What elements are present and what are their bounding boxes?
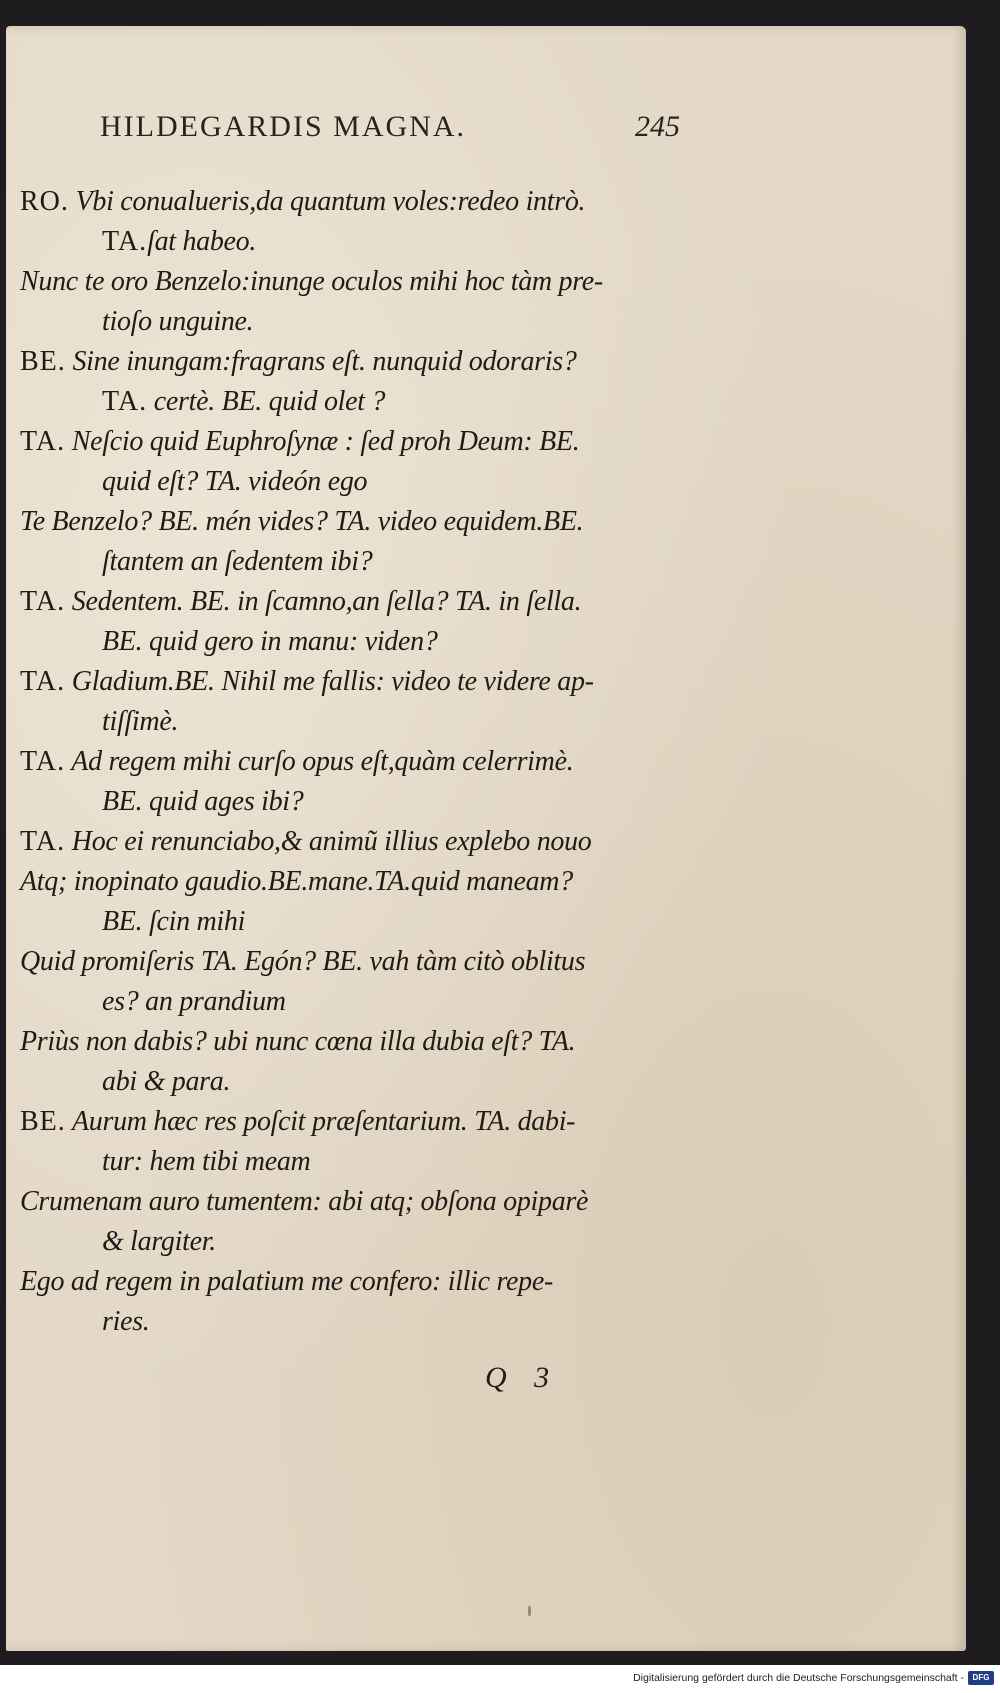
line-text: Ego ad regem in palatium me confero: illic repe- <box>20 1266 554 1297</box>
line-text: ries. <box>102 1306 150 1337</box>
line-text: Vbi conualueris,da quantum voles:redeo intrò. <box>68 186 586 217</box>
text-line <box>20 702 680 742</box>
dfg-logo: DFG <box>968 1671 994 1685</box>
footer-credit: Digitalisierung gefördert durch die Deutsche Forschungsgemeinschaft - <box>633 1672 964 1684</box>
line-text: ſat habeo. <box>147 226 257 257</box>
speaker-label: TA. <box>20 666 66 697</box>
text-line <box>20 822 680 862</box>
text-line <box>20 1062 680 1102</box>
book-page <box>6 26 966 1651</box>
paper-speck <box>528 1606 531 1616</box>
speaker-label: TA. <box>20 586 66 617</box>
speaker-label: TA. <box>20 746 66 777</box>
text-line <box>20 222 680 262</box>
line-text: BE. ſcin mihi <box>102 906 246 937</box>
speaker-label: TA. <box>102 226 148 257</box>
text-line <box>20 462 680 502</box>
line-text: Te Benzelo? BE. mén vides? TA. video equidem.BE. <box>20 506 584 537</box>
running-title: HILDEGARDIS MAGNA. <box>100 110 466 143</box>
page-content <box>20 26 680 1651</box>
text-line <box>20 1022 680 1062</box>
speaker-label: BE. <box>20 346 66 377</box>
page-number: 245 <box>635 110 680 143</box>
line-text: Quid promiſeris TA. Egón? BE. vah tàm citò oblitus <box>20 946 586 977</box>
speaker-label: TA. <box>102 386 148 417</box>
line-text: Ad regem mihi curſo opus eſt,quàm celerrimè. <box>65 746 574 777</box>
text-line <box>20 182 680 222</box>
line-text: Neſcio quid Euphroſynæ : ſed proh Deum: BE. <box>65 426 580 457</box>
running-head <box>100 110 680 160</box>
signature-mark: Q 3 <box>485 1361 560 1394</box>
line-text: tioſo unguine. <box>102 306 254 337</box>
text-line <box>20 1142 680 1182</box>
text-line <box>20 1262 680 1302</box>
text-line <box>20 622 680 662</box>
text-line <box>20 742 680 782</box>
text-line <box>20 942 680 982</box>
text-line <box>20 902 680 942</box>
text-line <box>20 342 680 382</box>
text-line <box>20 662 680 702</box>
line-text: BE. quid ages ibi? <box>102 786 304 817</box>
text-line <box>20 982 680 1022</box>
line-text: Atq; inopinato gaudio.BE.mane.TA.quid maneam? <box>20 866 573 897</box>
line-text: BE. quid gero in manu: viden? <box>102 626 438 657</box>
text-line <box>20 302 680 342</box>
line-text: abi & para. <box>102 1066 231 1097</box>
line-text: Priùs non dabis? ubi nunc cœna illa dubia eſt? TA. <box>20 1026 576 1057</box>
line-text: Crumenam auro tumentem: abi atq; obſona opiparè <box>20 1186 589 1217</box>
text-line <box>20 782 680 822</box>
line-text: Gladium.BE. Nihil me fallis: video te videre ap- <box>65 666 594 697</box>
text-line <box>20 1222 680 1262</box>
line-text: quid eſt? TA. videón ego <box>102 466 368 497</box>
line-text: Sedentem. BE. in ſcamno,an ſella? TA. in ſella. <box>65 586 582 617</box>
text-block <box>20 182 680 1342</box>
footer <box>0 1665 1000 1693</box>
line-text: tiſſimè. <box>102 706 179 737</box>
text-line <box>20 262 680 302</box>
line-text: certè. BE. quid olet ? <box>147 386 386 417</box>
text-line <box>20 1302 680 1342</box>
speaker-label: BE. <box>20 1106 66 1137</box>
line-text: Nunc te oro Benzelo:inunge oculos mihi hoc tàm pre- <box>20 266 603 297</box>
line-text: Aurum hæc res poſcit præſentarium. TA. dabi- <box>65 1106 576 1137</box>
text-line <box>20 542 680 582</box>
text-line <box>20 1102 680 1142</box>
text-line <box>20 422 680 462</box>
speaker-label: TA. <box>20 826 66 857</box>
text-line <box>20 582 680 622</box>
line-text: ſtantem an ſedentem ibi? <box>102 546 373 577</box>
text-line <box>20 1182 680 1222</box>
line-text: Sine inungam:fragrans eſt. nunquid odoraris? <box>65 346 577 377</box>
line-text: Hoc ei renunciabo,& animũ illius explebo nouo <box>65 826 592 857</box>
speaker-label: RO. <box>20 186 69 217</box>
line-text: tur: hem tibi meam <box>102 1146 311 1177</box>
text-line <box>20 862 680 902</box>
line-text: & largiter. <box>102 1226 216 1257</box>
text-line <box>20 502 680 542</box>
line-text: es? an prandium <box>102 986 286 1017</box>
speaker-label: TA. <box>20 426 66 457</box>
text-line <box>20 382 680 422</box>
